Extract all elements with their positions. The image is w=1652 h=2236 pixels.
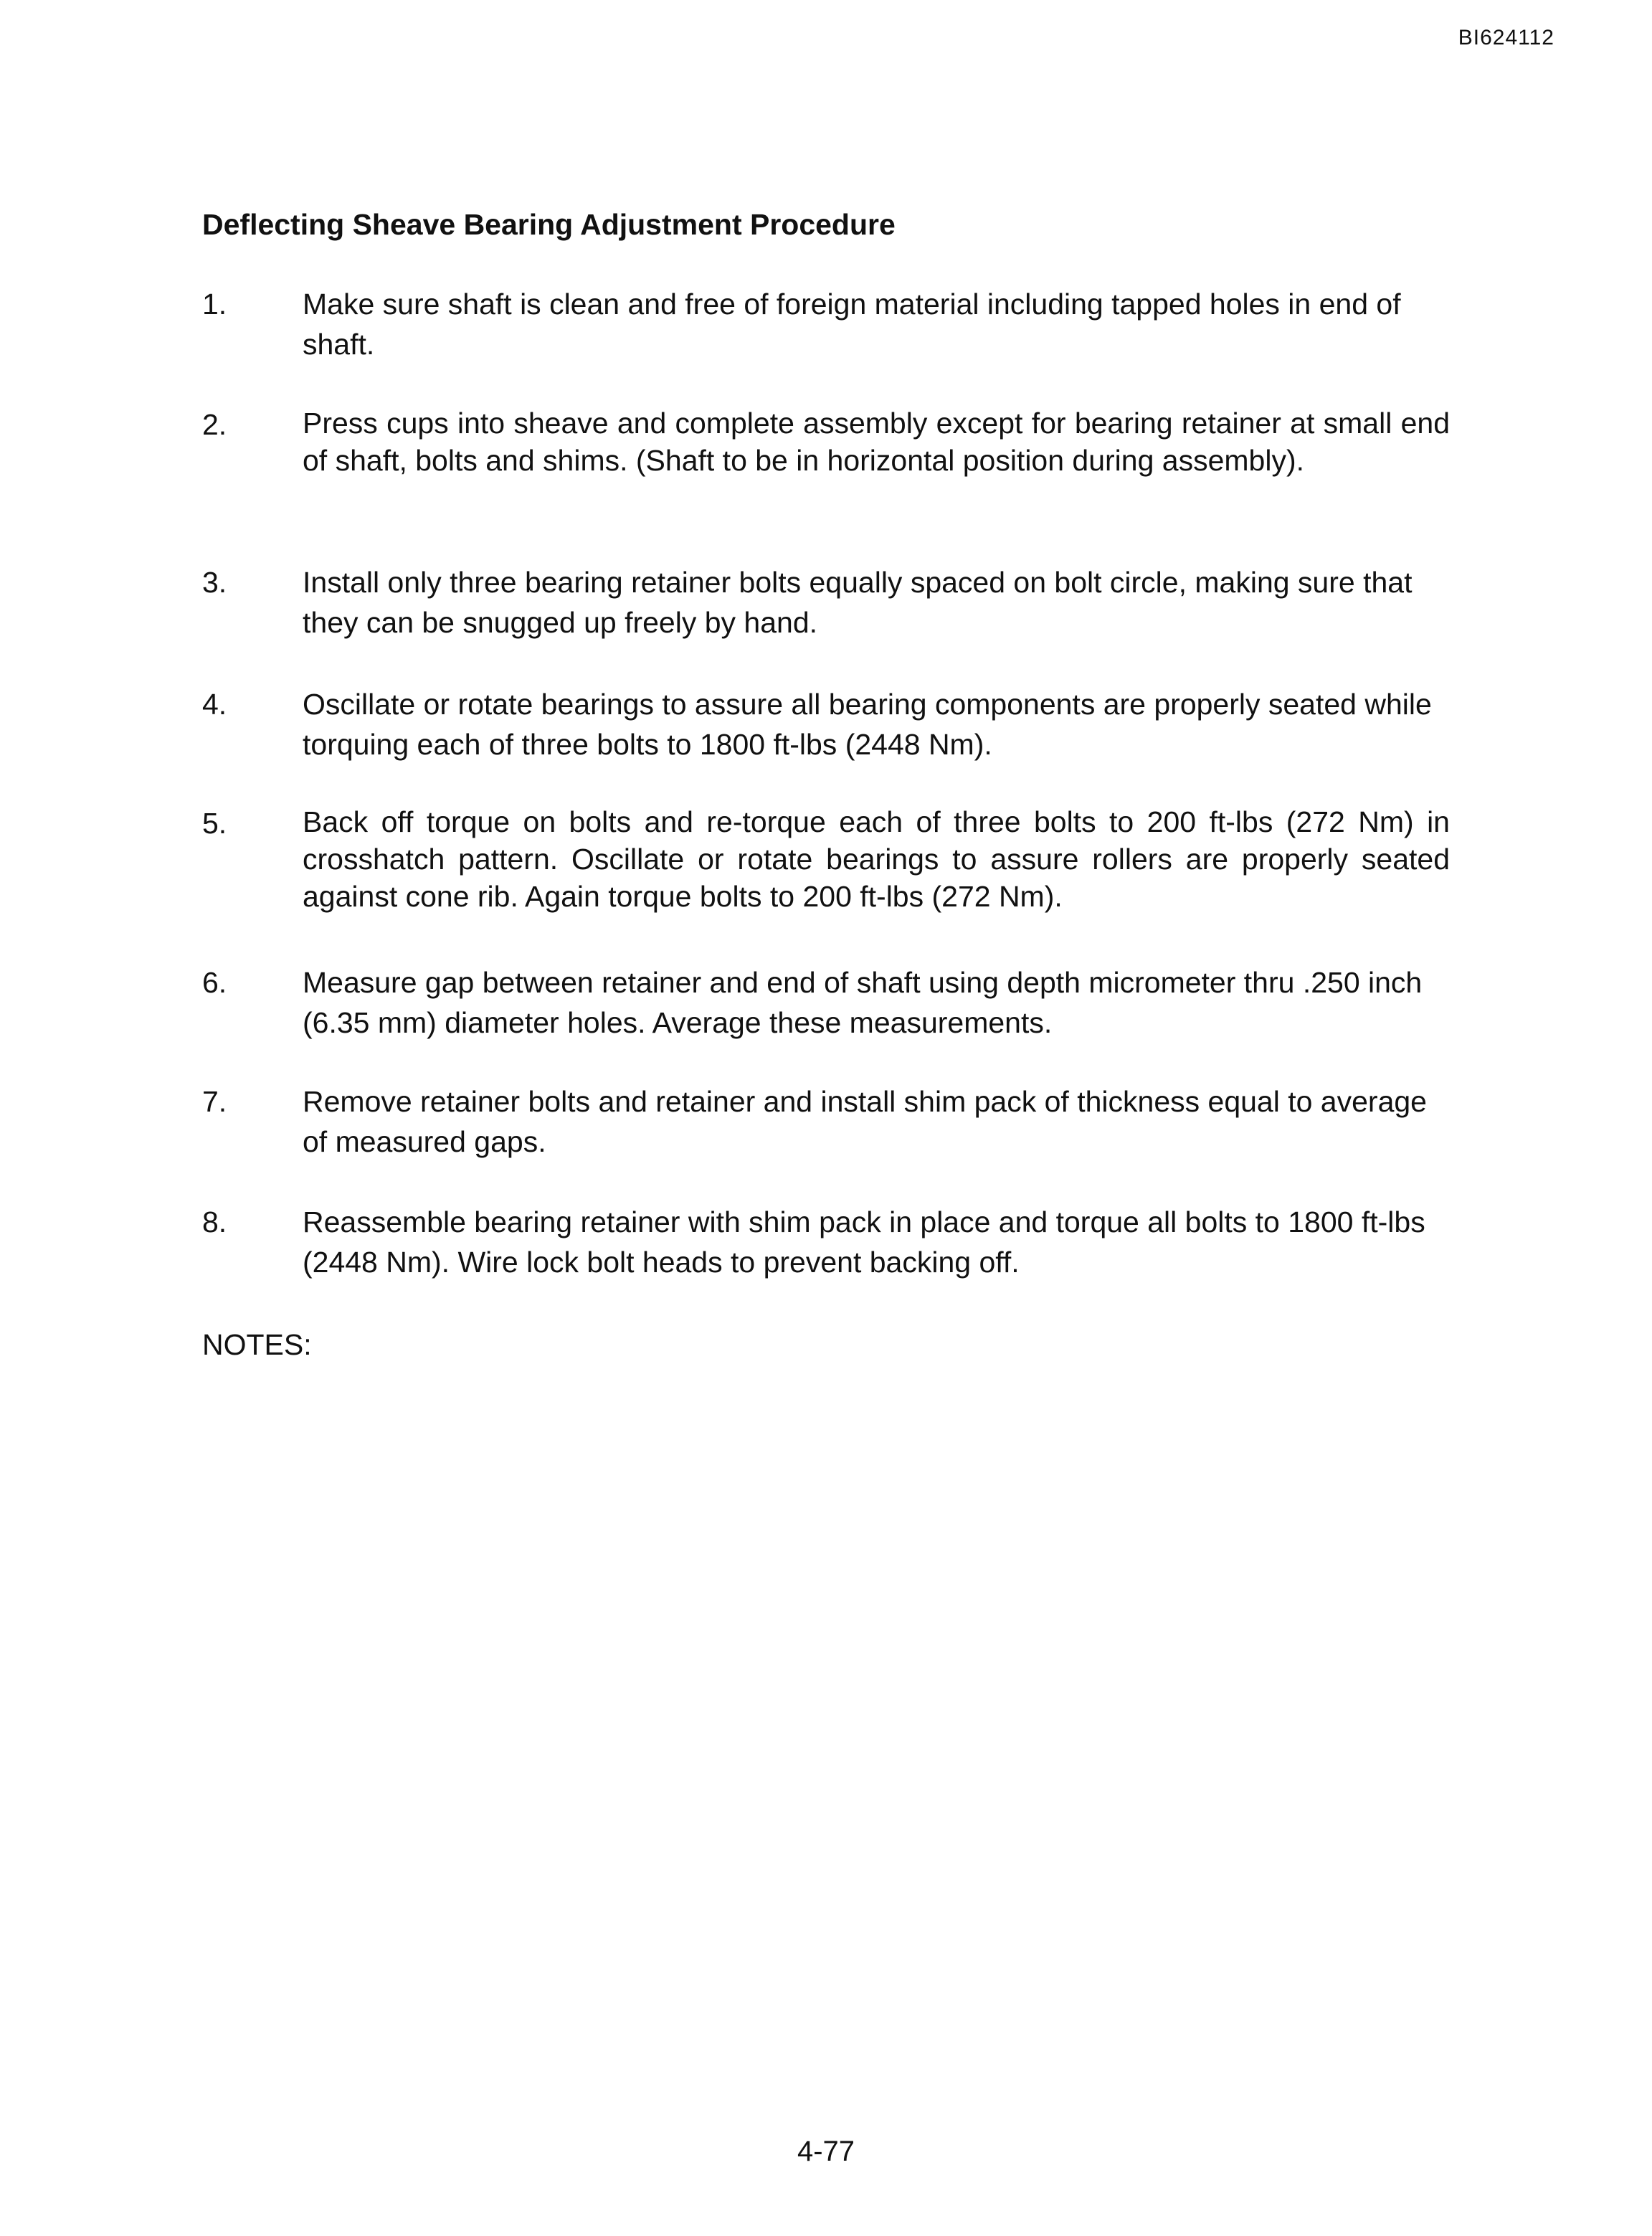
step-text: Measure gap between retainer and end of shaft using depth micrometer thru .250 inch (6.35 mm) diameter holes. Average these measurements. <box>303 966 1423 1039</box>
step-number: 1. <box>202 288 227 321</box>
step-number: 5. <box>202 807 227 840</box>
procedure-step <box>202 404 1450 562</box>
procedure-step <box>202 1081 1450 1202</box>
page-title: Deflecting Sheave Bearing Adjustment Procedure <box>202 208 896 241</box>
procedure-step <box>202 684 1450 803</box>
step-text: Oscillate or rotate bearings to assure all bearing components are properly seated while torquing each of three bolts to 1800 ft-lbs (2448 Nm). <box>303 688 1432 761</box>
step-number: 2. <box>202 408 227 441</box>
page-number: 4-77 <box>797 2136 855 2167</box>
document-id: BI624112 <box>1458 26 1554 49</box>
procedure-step <box>202 962 1450 1081</box>
step-text: Back off torque on bolts and re-torque each of three bolts to 200 ft-lbs (272 Nm) in crosshatch pattern. Oscillate or rotate bearings to assure rollers are properly seated against cone rib. Again torque bolts to 200 ft-lbs (272 Nm). <box>303 805 1450 913</box>
procedure-step <box>202 284 1450 404</box>
step-number: 6. <box>202 966 227 999</box>
notes-label: NOTES: <box>202 1328 312 1361</box>
step-text: Remove retainer bolts and retainer and install shim pack of thickness equal to average of measured gaps. <box>303 1085 1427 1158</box>
step-number: 7. <box>202 1085 227 1118</box>
step-text: Install only three bearing retainer bolts equally spaced on bolt circle, making sure that they can be snugged up freely by hand. <box>303 566 1413 639</box>
procedure-step <box>202 803 1450 962</box>
step-number: 3. <box>202 566 227 599</box>
step-text: Reassemble bearing retainer with shim pack in place and torque all bolts to 1800 ft-lbs (2448 Nm). Wire lock bolt heads to prevent backing off. <box>303 1205 1425 1279</box>
procedure-step <box>202 1202 1450 1282</box>
step-text: Make sure shaft is clean and free of foreign material including tapped holes in end of shaft. <box>303 288 1401 361</box>
step-number: 8. <box>202 1205 227 1238</box>
step-text: Press cups into sheave and complete assembly except for bearing retainer at small end of shaft, bolts and shims. (Shaft to be in horizontal position during assembly). <box>303 407 1450 477</box>
procedure-steps <box>202 284 1450 1282</box>
step-number: 4. <box>202 688 227 721</box>
procedure-step <box>202 562 1450 684</box>
